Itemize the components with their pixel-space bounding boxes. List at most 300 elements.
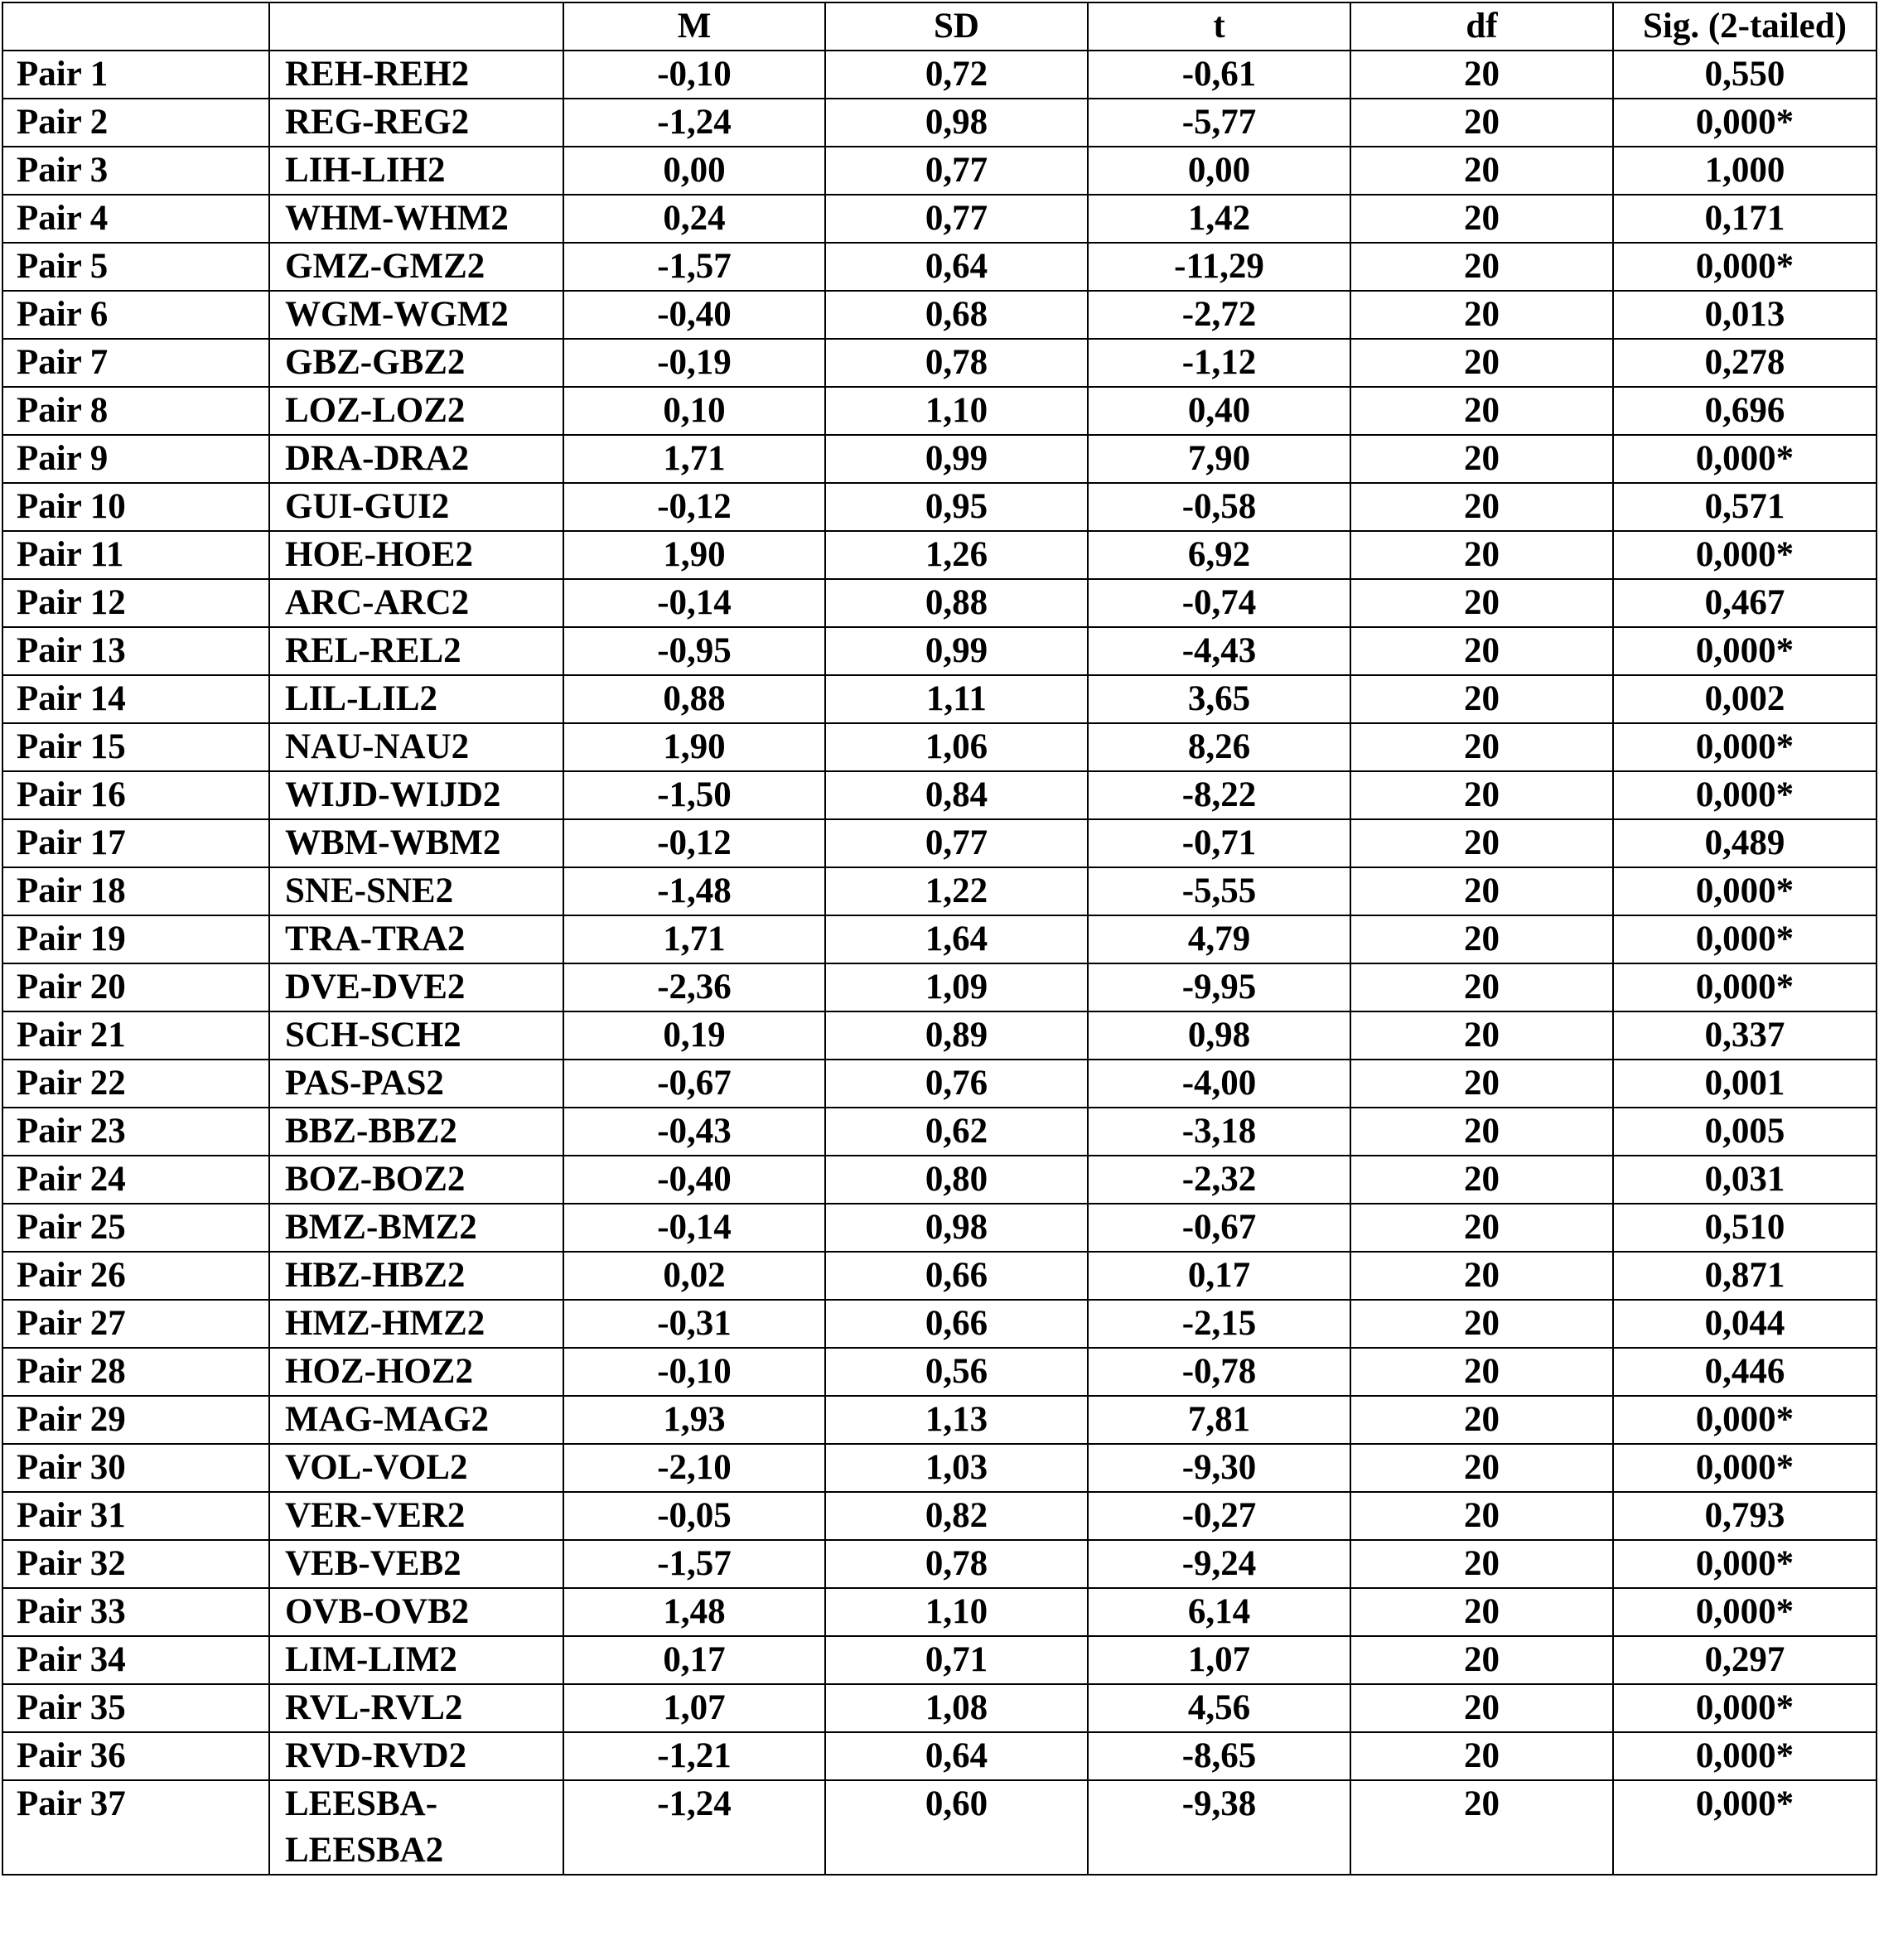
- pair-number-cell: Pair 29: [2, 1396, 269, 1444]
- table-row: [2, 1060, 1877, 1108]
- variable-pair-cell: BBZ-BBZ2: [269, 1108, 563, 1156]
- mean-cell: -1,21: [563, 1732, 825, 1780]
- sd-cell: 0,60: [825, 1780, 1088, 1875]
- t-value-cell: -4,43: [1088, 627, 1350, 675]
- variable-pair-cell: SCH-SCH2: [269, 1011, 563, 1060]
- pair-number-cell: Pair 27: [2, 1300, 269, 1348]
- pair-number-cell: Pair 14: [2, 675, 269, 723]
- t-value-cell: 7,81: [1088, 1396, 1350, 1444]
- paired-t-test-table: [2, 2, 1877, 1876]
- pair-number-cell: Pair 32: [2, 1540, 269, 1588]
- variable-pair-cell: HBZ-HBZ2: [269, 1252, 563, 1300]
- table-row: [2, 243, 1877, 291]
- mean-cell: -0,12: [563, 483, 825, 531]
- mean-cell: 1,71: [563, 435, 825, 483]
- table-row: [2, 1300, 1877, 1348]
- variable-pair-cell: VEB-VEB2: [269, 1540, 563, 1588]
- mean-cell: 0,00: [563, 147, 825, 195]
- significance-cell: 0,510: [1613, 1204, 1877, 1252]
- pair-number-cell: Pair 28: [2, 1348, 269, 1396]
- sd-cell: 1,06: [825, 723, 1088, 771]
- pair-number-cell: Pair 26: [2, 1252, 269, 1300]
- df-cell: 20: [1350, 1108, 1613, 1156]
- t-value-cell: 3,65: [1088, 675, 1350, 723]
- df-cell: 20: [1350, 195, 1613, 243]
- variable-pair-cell: DRA-DRA2: [269, 435, 563, 483]
- pair-number-cell: Pair 25: [2, 1204, 269, 1252]
- pair-number-cell: Pair 5: [2, 243, 269, 291]
- t-value-cell: 4,79: [1088, 915, 1350, 963]
- mean-cell: -0,10: [563, 51, 825, 99]
- pair-number-cell: Pair 11: [2, 531, 269, 579]
- t-value-cell: 1,07: [1088, 1636, 1350, 1684]
- df-cell: 20: [1350, 483, 1613, 531]
- variable-pair-cell: WHM-WHM2: [269, 195, 563, 243]
- pair-number-cell: Pair 15: [2, 723, 269, 771]
- df-cell: 20: [1350, 339, 1613, 387]
- table-row: [2, 291, 1877, 339]
- header-m: M: [563, 2, 825, 51]
- significance-cell: 0,696: [1613, 387, 1877, 435]
- table-row: [2, 675, 1877, 723]
- sd-cell: 0,77: [825, 819, 1088, 867]
- pair-number-cell: Pair 33: [2, 1588, 269, 1636]
- significance-cell: 0,000*: [1613, 627, 1877, 675]
- table-row: [2, 1636, 1877, 1684]
- mean-cell: -0,95: [563, 627, 825, 675]
- mean-cell: 0,24: [563, 195, 825, 243]
- significance-cell: 0,871: [1613, 1252, 1877, 1300]
- t-value-cell: -2,15: [1088, 1300, 1350, 1348]
- table-row: [2, 147, 1877, 195]
- t-value-cell: 0,98: [1088, 1011, 1350, 1060]
- significance-cell: 0,000*: [1613, 435, 1877, 483]
- significance-cell: 0,337: [1613, 1011, 1877, 1060]
- pair-number-cell: Pair 22: [2, 1060, 269, 1108]
- significance-cell: 0,171: [1613, 195, 1877, 243]
- table-row: [2, 819, 1877, 867]
- t-value-cell: -0,74: [1088, 579, 1350, 627]
- t-value-cell: 0,17: [1088, 1252, 1350, 1300]
- t-value-cell: -4,00: [1088, 1060, 1350, 1108]
- variable-pair-cell: MAG-MAG2: [269, 1396, 563, 1444]
- pair-number-cell: Pair 2: [2, 99, 269, 147]
- significance-cell: 0,000*: [1613, 1444, 1877, 1492]
- pair-number-cell: Pair 20: [2, 963, 269, 1011]
- t-value-cell: -9,30: [1088, 1444, 1350, 1492]
- t-value-cell: 6,14: [1088, 1588, 1350, 1636]
- table-row: [2, 723, 1877, 771]
- pair-number-cell: Pair 23: [2, 1108, 269, 1156]
- sd-cell: 0,78: [825, 339, 1088, 387]
- variable-pair-cell: BMZ-BMZ2: [269, 1204, 563, 1252]
- significance-cell: 0,013: [1613, 291, 1877, 339]
- significance-cell: 0,550: [1613, 51, 1877, 99]
- df-cell: 20: [1350, 915, 1613, 963]
- df-cell: 20: [1350, 387, 1613, 435]
- variable-pair-cell: VER-VER2: [269, 1492, 563, 1540]
- t-value-cell: 8,26: [1088, 723, 1350, 771]
- table-row: [2, 627, 1877, 675]
- df-cell: 20: [1350, 1011, 1613, 1060]
- mean-cell: -0,43: [563, 1108, 825, 1156]
- significance-cell: 0,031: [1613, 1156, 1877, 1204]
- df-cell: 20: [1350, 1060, 1613, 1108]
- df-cell: 20: [1350, 1732, 1613, 1780]
- pair-number-cell: Pair 30: [2, 1444, 269, 1492]
- table-row: [2, 915, 1877, 963]
- pair-number-cell: Pair 4: [2, 195, 269, 243]
- df-cell: 20: [1350, 963, 1613, 1011]
- pair-number-cell: Pair 13: [2, 627, 269, 675]
- sd-cell: 0,76: [825, 1060, 1088, 1108]
- table-row: [2, 483, 1877, 531]
- sd-cell: 0,68: [825, 291, 1088, 339]
- significance-cell: 0,000*: [1613, 1684, 1877, 1732]
- sd-cell: 1,26: [825, 531, 1088, 579]
- t-value-cell: -2,72: [1088, 291, 1350, 339]
- mean-cell: -0,10: [563, 1348, 825, 1396]
- sd-cell: 0,98: [825, 99, 1088, 147]
- table-row: [2, 579, 1877, 627]
- variable-pair-cell: PAS-PAS2: [269, 1060, 563, 1108]
- variable-pair-line-1: LEESBA-: [285, 1784, 438, 1823]
- mean-cell: 0,10: [563, 387, 825, 435]
- sd-cell: 1,64: [825, 915, 1088, 963]
- sd-cell: 1,03: [825, 1444, 1088, 1492]
- variable-pair-cell: GUI-GUI2: [269, 483, 563, 531]
- t-value-cell: -8,65: [1088, 1732, 1350, 1780]
- pair-number-cell: Pair 18: [2, 867, 269, 915]
- mean-cell: 1,71: [563, 915, 825, 963]
- df-cell: 20: [1350, 867, 1613, 915]
- table-row: [2, 339, 1877, 387]
- table-row: [2, 51, 1877, 99]
- t-value-cell: -0,61: [1088, 51, 1350, 99]
- sd-cell: 0,64: [825, 243, 1088, 291]
- sd-cell: 1,10: [825, 387, 1088, 435]
- variable-pair-cell: HOZ-HOZ2: [269, 1348, 563, 1396]
- variable-pair-cell: WIJD-WIJD2: [269, 771, 563, 819]
- sd-cell: 0,99: [825, 627, 1088, 675]
- df-cell: 20: [1350, 291, 1613, 339]
- table-row: [2, 1684, 1877, 1732]
- t-value-cell: 7,90: [1088, 435, 1350, 483]
- mean-cell: 1,93: [563, 1396, 825, 1444]
- significance-cell: 0,000*: [1613, 963, 1877, 1011]
- mean-cell: -0,14: [563, 1204, 825, 1252]
- pair-number-cell: Pair 9: [2, 435, 269, 483]
- pair-number-cell: Pair 16: [2, 771, 269, 819]
- variable-pair-cell: WGM-WGM2: [269, 291, 563, 339]
- mean-cell: -0,14: [563, 579, 825, 627]
- sd-cell: 1,11: [825, 675, 1088, 723]
- significance-cell: 0,000*: [1613, 1540, 1877, 1588]
- t-value-cell: -0,78: [1088, 1348, 1350, 1396]
- significance-cell: 0,000*: [1613, 1732, 1877, 1780]
- t-value-cell: -0,27: [1088, 1492, 1350, 1540]
- mean-cell: -0,19: [563, 339, 825, 387]
- variable-pair-cell: TRA-TRA2: [269, 915, 563, 963]
- variable-pair-cell: REL-REL2: [269, 627, 563, 675]
- df-cell: 20: [1350, 1252, 1613, 1300]
- variable-pair-cell: DVE-DVE2: [269, 963, 563, 1011]
- pair-number-cell: Pair 34: [2, 1636, 269, 1684]
- table-row: [2, 867, 1877, 915]
- variable-pair-cell: ARC-ARC2: [269, 579, 563, 627]
- table-row: [2, 1780, 1877, 1875]
- table-row: [2, 1444, 1877, 1492]
- variable-pair-cell: RVD-RVD2: [269, 1732, 563, 1780]
- pair-number-cell: Pair 8: [2, 387, 269, 435]
- sd-cell: 0,88: [825, 579, 1088, 627]
- sd-cell: 0,66: [825, 1252, 1088, 1300]
- sd-cell: 0,80: [825, 1156, 1088, 1204]
- variable-pair-line-2: LEESBA2: [285, 1831, 444, 1870]
- mean-cell: -0,40: [563, 291, 825, 339]
- t-value-cell: -9,24: [1088, 1540, 1350, 1588]
- mean-cell: 1,07: [563, 1684, 825, 1732]
- df-cell: 20: [1350, 1780, 1613, 1875]
- sd-cell: 0,84: [825, 771, 1088, 819]
- mean-cell: 1,90: [563, 723, 825, 771]
- table-row: [2, 1156, 1877, 1204]
- sd-cell: 1,22: [825, 867, 1088, 915]
- df-cell: 20: [1350, 1636, 1613, 1684]
- mean-cell: -2,10: [563, 1444, 825, 1492]
- df-cell: 20: [1350, 819, 1613, 867]
- df-cell: 20: [1350, 435, 1613, 483]
- sd-cell: 1,09: [825, 963, 1088, 1011]
- header-sd: SD: [825, 2, 1088, 51]
- mean-cell: -1,57: [563, 243, 825, 291]
- pair-number-cell: Pair 31: [2, 1492, 269, 1540]
- variable-pair-cell: [269, 1780, 563, 1875]
- df-cell: 20: [1350, 51, 1613, 99]
- significance-cell: 0,489: [1613, 819, 1877, 867]
- variable-pair-cell: NAU-NAU2: [269, 723, 563, 771]
- table-row: [2, 1348, 1877, 1396]
- significance-cell: 0,005: [1613, 1108, 1877, 1156]
- variable-pair-cell: LIL-LIL2: [269, 675, 563, 723]
- t-value-cell: -5,77: [1088, 99, 1350, 147]
- mean-cell: -1,57: [563, 1540, 825, 1588]
- header-empty-1: [2, 2, 269, 51]
- significance-cell: 0,000*: [1613, 1588, 1877, 1636]
- significance-cell: 0,278: [1613, 339, 1877, 387]
- pair-number-cell: Pair 36: [2, 1732, 269, 1780]
- pair-number-cell: Pair 7: [2, 339, 269, 387]
- pair-number-cell: Pair 12: [2, 579, 269, 627]
- mean-cell: -1,48: [563, 867, 825, 915]
- t-value-cell: 0,40: [1088, 387, 1350, 435]
- mean-cell: -0,40: [563, 1156, 825, 1204]
- significance-cell: 0,000*: [1613, 771, 1877, 819]
- df-cell: 20: [1350, 1396, 1613, 1444]
- mean-cell: -0,31: [563, 1300, 825, 1348]
- mean-cell: -0,12: [563, 819, 825, 867]
- variable-pair-cell: VOL-VOL2: [269, 1444, 563, 1492]
- df-cell: 20: [1350, 1300, 1613, 1348]
- pair-number-cell: Pair 37: [2, 1780, 269, 1875]
- variable-pair-cell: RVL-RVL2: [269, 1684, 563, 1732]
- mean-cell: 0,88: [563, 675, 825, 723]
- pair-number-cell: Pair 35: [2, 1684, 269, 1732]
- t-value-cell: -0,71: [1088, 819, 1350, 867]
- header-t: t: [1088, 2, 1350, 51]
- sd-cell: 0,82: [825, 1492, 1088, 1540]
- sd-cell: 0,78: [825, 1540, 1088, 1588]
- variable-pair-cell: GBZ-GBZ2: [269, 339, 563, 387]
- t-value-cell: -8,22: [1088, 771, 1350, 819]
- sd-cell: 0,77: [825, 195, 1088, 243]
- pair-number-cell: Pair 6: [2, 291, 269, 339]
- significance-cell: 0,000*: [1613, 531, 1877, 579]
- variable-pair-cell: REG-REG2: [269, 99, 563, 147]
- t-value-cell: -0,58: [1088, 483, 1350, 531]
- mean-cell: 0,17: [563, 1636, 825, 1684]
- significance-cell: 0,000*: [1613, 915, 1877, 963]
- significance-cell: 0,000*: [1613, 99, 1877, 147]
- sd-cell: 1,10: [825, 1588, 1088, 1636]
- t-value-cell: -2,32: [1088, 1156, 1350, 1204]
- significance-cell: 0,000*: [1613, 1780, 1877, 1875]
- t-value-cell: 1,42: [1088, 195, 1350, 243]
- sd-cell: 0,66: [825, 1300, 1088, 1348]
- mean-cell: -1,24: [563, 99, 825, 147]
- table-row: [2, 771, 1877, 819]
- variable-pair-cell: SNE-SNE2: [269, 867, 563, 915]
- table-row: [2, 1540, 1877, 1588]
- df-cell: 20: [1350, 1684, 1613, 1732]
- sd-cell: 0,98: [825, 1204, 1088, 1252]
- t-value-cell: -0,67: [1088, 1204, 1350, 1252]
- df-cell: 20: [1350, 1588, 1613, 1636]
- sd-cell: 0,62: [825, 1108, 1088, 1156]
- df-cell: 20: [1350, 1492, 1613, 1540]
- sd-cell: 0,77: [825, 147, 1088, 195]
- df-cell: 20: [1350, 1204, 1613, 1252]
- variable-pair-cell: LIH-LIH2: [269, 147, 563, 195]
- significance-cell: 0,571: [1613, 483, 1877, 531]
- pair-number-cell: Pair 1: [2, 51, 269, 99]
- significance-cell: 0,001: [1613, 1060, 1877, 1108]
- df-cell: 20: [1350, 723, 1613, 771]
- significance-cell: 0,000*: [1613, 723, 1877, 771]
- sd-cell: 1,13: [825, 1396, 1088, 1444]
- t-value-cell: -9,38: [1088, 1780, 1350, 1875]
- variable-pair-cell: WBM-WBM2: [269, 819, 563, 867]
- df-cell: 20: [1350, 771, 1613, 819]
- df-cell: 20: [1350, 1540, 1613, 1588]
- mean-cell: -1,50: [563, 771, 825, 819]
- t-value-cell: -11,29: [1088, 243, 1350, 291]
- significance-cell: 0,446: [1613, 1348, 1877, 1396]
- table-row: [2, 387, 1877, 435]
- pair-number-cell: Pair 19: [2, 915, 269, 963]
- significance-cell: 0,000*: [1613, 1396, 1877, 1444]
- df-cell: 20: [1350, 531, 1613, 579]
- table-row: [2, 1732, 1877, 1780]
- pair-number-cell: Pair 24: [2, 1156, 269, 1204]
- table-row: [2, 1252, 1877, 1300]
- df-cell: 20: [1350, 579, 1613, 627]
- mean-cell: -0,05: [563, 1492, 825, 1540]
- header-df: df: [1350, 2, 1613, 51]
- sd-cell: 0,99: [825, 435, 1088, 483]
- significance-cell: 0,000*: [1613, 243, 1877, 291]
- header-row: [2, 2, 1877, 51]
- table-row: [2, 1588, 1877, 1636]
- table-row: [2, 1108, 1877, 1156]
- sd-cell: 0,89: [825, 1011, 1088, 1060]
- mean-cell: 1,90: [563, 531, 825, 579]
- mean-cell: -1,24: [563, 1780, 825, 1875]
- sd-cell: 0,95: [825, 483, 1088, 531]
- pair-number-cell: Pair 21: [2, 1011, 269, 1060]
- variable-pair-cell: LOZ-LOZ2: [269, 387, 563, 435]
- table-row: [2, 435, 1877, 483]
- df-cell: 20: [1350, 99, 1613, 147]
- df-cell: 20: [1350, 1156, 1613, 1204]
- t-value-cell: -5,55: [1088, 867, 1350, 915]
- sd-cell: 1,08: [825, 1684, 1088, 1732]
- variable-pair-cell: BOZ-BOZ2: [269, 1156, 563, 1204]
- significance-cell: 0,002: [1613, 675, 1877, 723]
- header-empty-2: [269, 2, 563, 51]
- pair-number-cell: Pair 10: [2, 483, 269, 531]
- significance-cell: 0,044: [1613, 1300, 1877, 1348]
- mean-cell: 1,48: [563, 1588, 825, 1636]
- table-row: [2, 1204, 1877, 1252]
- table-row: [2, 99, 1877, 147]
- significance-cell: 0,000*: [1613, 867, 1877, 915]
- mean-cell: 0,02: [563, 1252, 825, 1300]
- significance-cell: 0,467: [1613, 579, 1877, 627]
- df-cell: 20: [1350, 147, 1613, 195]
- significance-cell: 0,793: [1613, 1492, 1877, 1540]
- sd-cell: 0,56: [825, 1348, 1088, 1396]
- table-row: [2, 531, 1877, 579]
- variable-pair-cell: OVB-OVB2: [269, 1588, 563, 1636]
- table-body: [2, 51, 1877, 1875]
- t-value-cell: -3,18: [1088, 1108, 1350, 1156]
- table-row: [2, 1011, 1877, 1060]
- t-value-cell: 6,92: [1088, 531, 1350, 579]
- header-sig: Sig. (2-tailed): [1613, 2, 1877, 51]
- table-row: [2, 1396, 1877, 1444]
- df-cell: 20: [1350, 675, 1613, 723]
- variable-pair-cell: REH-REH2: [269, 51, 563, 99]
- t-value-cell: -9,95: [1088, 963, 1350, 1011]
- variable-pair-cell: LIM-LIM2: [269, 1636, 563, 1684]
- sd-cell: 0,71: [825, 1636, 1088, 1684]
- pair-number-cell: Pair 17: [2, 819, 269, 867]
- significance-cell: 0,297: [1613, 1636, 1877, 1684]
- variable-pair-cell: GMZ-GMZ2: [269, 243, 563, 291]
- table-row: [2, 1492, 1877, 1540]
- pair-number-cell: Pair 3: [2, 147, 269, 195]
- df-cell: 20: [1350, 1348, 1613, 1396]
- df-cell: 20: [1350, 243, 1613, 291]
- sd-cell: 0,72: [825, 51, 1088, 99]
- significance-cell: 1,000: [1613, 147, 1877, 195]
- t-value-cell: 0,00: [1088, 147, 1350, 195]
- variable-pair-cell: HOE-HOE2: [269, 531, 563, 579]
- t-value-cell: 4,56: [1088, 1684, 1350, 1732]
- mean-cell: -0,67: [563, 1060, 825, 1108]
- mean-cell: 0,19: [563, 1011, 825, 1060]
